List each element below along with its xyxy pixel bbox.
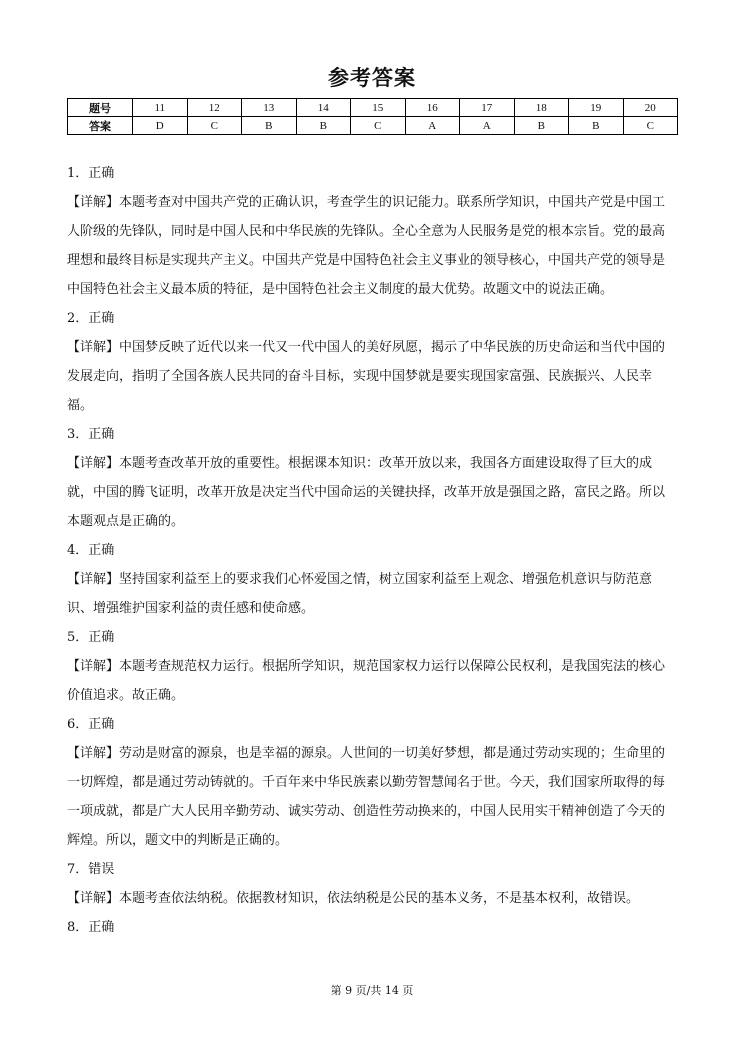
answer-explanations (67, 159, 682, 942)
explanation-line: 就，中国的腾飞证明，改革开放是决定当代中国命运的关键抉择，改革开放是强国之路，富民之路。所以 (67, 485, 666, 500)
explanation-line: 一项成就，都是广大人民用辛勤劳动、诚实劳动、创造性劳动换来的，中国人民用实干精神创造了今天的 (67, 804, 666, 819)
explanation-line: 发展走向，指明了全国各族人民共同的奋斗目标，实现中国梦就是要实现国家富强、民族振兴、人民幸 (67, 369, 653, 384)
answer-cell: B (569, 117, 624, 135)
page-footer: 第 9 页/共 14 页 (330, 984, 414, 997)
explanation-line: 【详解】中国梦反映了近代以来一代又一代中国人的美好夙愿，揭示了中华民族的历史命运和当代中国的 (67, 340, 666, 355)
number-cell: 12 (187, 99, 242, 117)
answer-cell: B (514, 117, 569, 135)
answer-table-number-row (68, 99, 678, 117)
answer-cell: D (133, 117, 188, 135)
answer-header-cell: 答案 (68, 117, 133, 135)
answer-cell: B (242, 117, 297, 135)
explanation-line: 【详解】本题考查对中国共产党的正确认识，考查学生的识记能力。联系所学知识，中国共产党是中国工 (67, 195, 666, 210)
number-cell: 18 (514, 99, 569, 117)
item-heading: 1．正确 (67, 166, 115, 181)
explanation-line: 价值追求。故正确。 (67, 688, 185, 703)
explanation-line: 【详解】本题考查依法纳税。依据教材知识，依法纳税是公民的基本义务，不是基本权利，故错误。 (67, 891, 640, 906)
item-heading: 3．正确 (67, 427, 115, 442)
explanation-line: 辉煌。所以，题文中的判断是正确的。 (67, 833, 289, 848)
explanation-line: 理想和最终目标是实现共产主义。中国共产党是中国特色社会主义事业的领导核心，中国共产党的领导是 (67, 253, 666, 268)
answer-cell: A (460, 117, 515, 135)
explanation-line: 一切辉煌，都是通过劳动铸就的。千百年来中华民族素以勤劳智慧闻名于世。今天，我们国家所取得的每 (67, 775, 666, 790)
item-heading: 6．正确 (67, 717, 115, 732)
item-heading: 4．正确 (67, 543, 115, 558)
explanation-line: 福。 (67, 398, 94, 413)
number-header-cell: 题号 (68, 99, 133, 117)
page-title: 参考答案 (328, 66, 416, 90)
answer-table-answer-row (68, 117, 678, 135)
answer-cell: C (187, 117, 242, 135)
number-cell: 20 (623, 99, 678, 117)
answer-cell: C (351, 117, 406, 135)
number-cell: 17 (460, 99, 515, 117)
item-heading: 2．正确 (67, 311, 115, 326)
number-cell: 14 (296, 99, 351, 117)
item-heading: 7．错误 (67, 862, 115, 877)
explanation-line: 【详解】本题考查规范权力运行。根据所学知识，规范国家权力运行以保障公民权利，是我国宪法的核心 (67, 659, 666, 674)
explanation-line: 【详解】本题考查改革开放的重要性。根据课本知识：改革开放以来，我国各方面建设取得了巨大的成 (67, 456, 653, 471)
answer-cell: B (296, 117, 351, 135)
answer-cell: C (623, 117, 678, 135)
answer-cell: A (405, 117, 460, 135)
number-cell: 15 (351, 99, 406, 117)
explanation-line: 识、增强维护国家利益的责任感和使命感。 (67, 601, 315, 616)
item-heading: 5．正确 (67, 630, 115, 645)
answer-table (67, 98, 678, 135)
number-cell: 11 (133, 99, 188, 117)
number-cell: 16 (405, 99, 460, 117)
explanation-line: 【详解】坚持国家利益至上的要求我们心怀爱国之情，树立国家利益至上观念、增强危机意识与防范意 (67, 572, 653, 587)
explanation-line: 【详解】劳动是财富的源泉，也是幸福的源泉。人世间的一切美好梦想，都是通过劳动实现的；生命里的 (67, 746, 666, 761)
item-heading: 8．正确 (67, 920, 115, 935)
explanation-line: 中国特色社会主义最本质的特征，是中国特色社会主义制度的最大优势。故题文中的说法正确。 (67, 282, 614, 297)
number-cell: 13 (242, 99, 297, 117)
explanation-line: 本题观点是正确的。 (67, 514, 185, 529)
number-cell: 19 (569, 99, 624, 117)
explanation-line: 人阶级的先锋队，同时是中国人民和中华民族的先锋队。全心全意为人民服务是党的根本宗旨。党的最高 (67, 224, 666, 239)
